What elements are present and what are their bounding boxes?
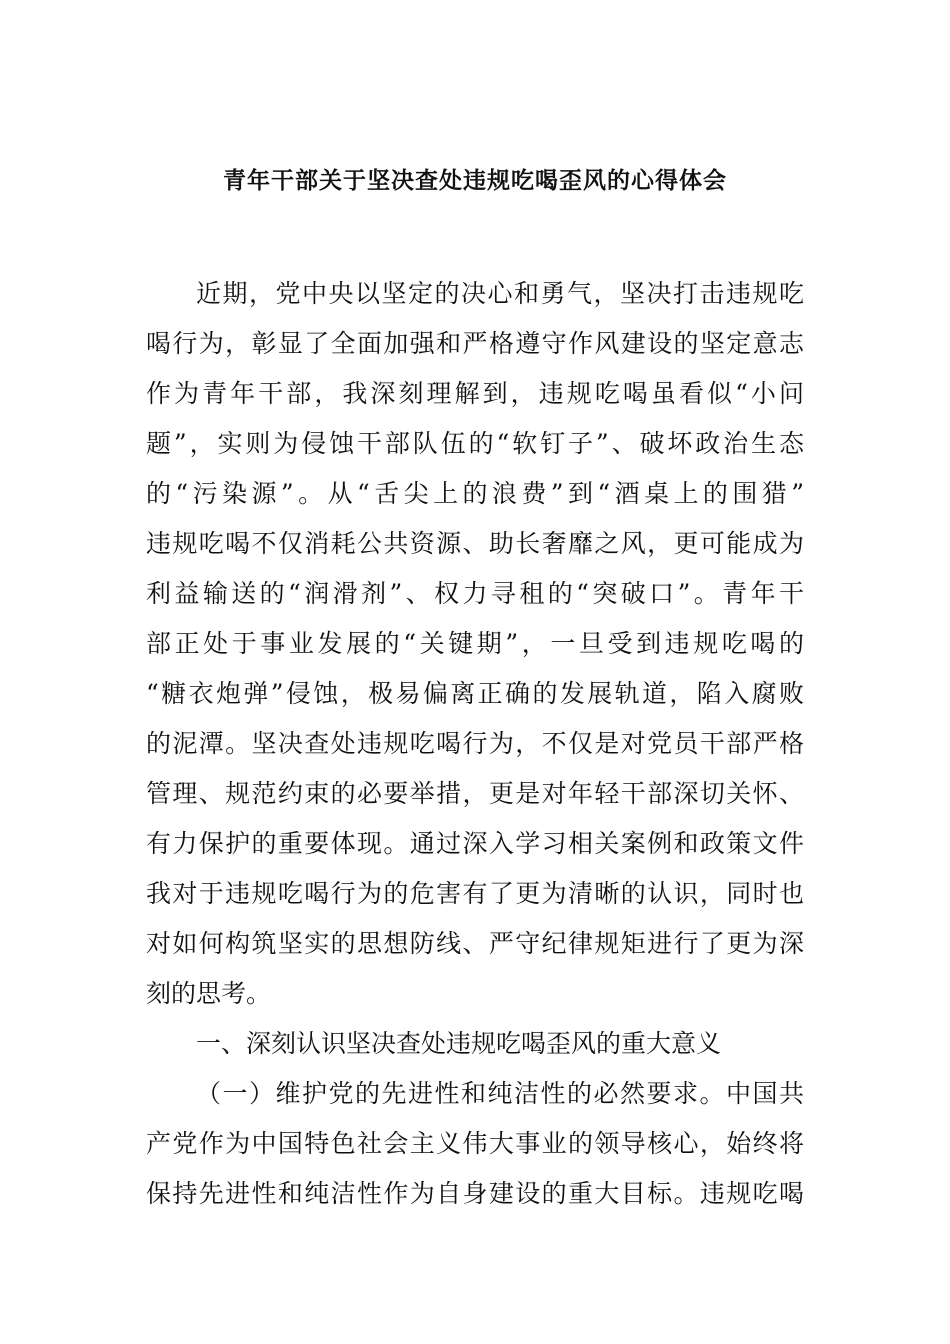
text-line: 我对于违规吃喝行为的危害有了更为清晰的认识，同时也 — [146, 879, 804, 908]
text-line: 的泥潭。坚决查处违规吃喝行为，不仅是对党员干部严格 — [146, 729, 804, 758]
document-title: 青年干部关于坚决查处违规吃喝歪风的心得体会 — [223, 167, 727, 194]
text-line: 产党作为中国特色社会主义伟大事业的领导核心，始终将 — [146, 1129, 804, 1158]
text-line: 题”，实则为侵蚀干部队伍的“软钉子”、破坏政治生态 — [146, 429, 804, 458]
text-line: “糖衣炮弹”侵蚀，极易偏离正确的发展轨道，陷入腐败 — [146, 679, 804, 708]
section-heading: 一、深刻认识坚决查处违规吃喝歪风的重大意义 — [196, 1029, 722, 1058]
text-line: 部正处于事业发展的“关键期”，一旦受到违规吃喝的 — [146, 629, 804, 658]
text-line: 利益输送的“润滑剂”、权力寻租的“突破口”。青年干 — [146, 579, 804, 608]
text-line: 的“污染源”。从“舌尖上的浪费”到“酒桌上的围猎” — [146, 479, 804, 508]
text-line: 刻的思考。 — [146, 979, 272, 1008]
text-line: 作为青年干部，我深刻理解到，违规吃喝虽看似“小问 — [146, 379, 804, 408]
subsection-heading: （一）维护党的先进性和纯洁性的必然要求。中国共 — [196, 1079, 804, 1108]
text-line: 保持先进性和纯洁性作为自身建设的重大目标。违规吃喝 — [146, 1179, 804, 1208]
text-line: 管理、规范约束的必要举措，更是对年轻干部深切关怀、 — [146, 779, 804, 808]
text-line: 近期，党中央以坚定的决心和勇气，坚决打击违规吃 — [196, 279, 804, 308]
text-line: 喝行为，彰显了全面加强和严格遵守作风建设的坚定意志 — [146, 329, 804, 358]
text-line: 对如何构筑坚实的思想防线、严守纪律规矩进行了更为深 — [146, 929, 804, 958]
text-line: 有力保护的重要体现。通过深入学习相关案例和政策文件 — [146, 829, 804, 858]
text-line: 违规吃喝不仅消耗公共资源、助长奢靡之风，更可能成为 — [146, 529, 804, 558]
